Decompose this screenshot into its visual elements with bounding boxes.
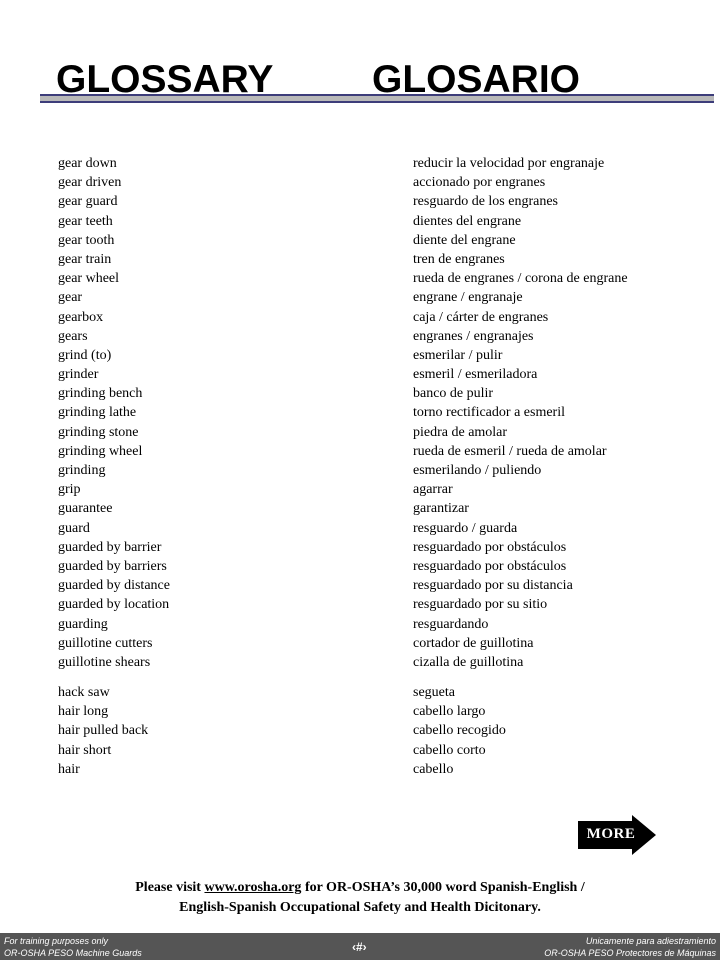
term-spanish: caja / cárter de engranes — [413, 309, 549, 325]
term-spanish: rueda de esmeril / rueda de amolar — [413, 443, 607, 459]
title-spanish: GLOSARIO — [372, 58, 581, 101]
term-spanish: tren de engranes — [413, 251, 505, 267]
term-spanish: engranes / engranajes — [413, 328, 534, 344]
orosha-link[interactable]: www.orosha.org — [204, 880, 302, 895]
glossary-row — [58, 231, 698, 250]
footer-right — [544, 935, 716, 959]
glossary-row — [58, 308, 698, 327]
term-spanish: cabello recogido — [413, 723, 506, 739]
glossary-row — [58, 595, 698, 614]
term-english: gear driven — [58, 175, 122, 191]
glossary-row — [58, 288, 698, 307]
glossary-row — [58, 760, 698, 779]
term-english: guillotine shears — [58, 654, 151, 670]
term-english: grinder — [58, 367, 99, 383]
term-spanish: resguardando — [413, 616, 489, 632]
term-spanish: engrane / engranaje — [413, 290, 523, 306]
glossary-row — [58, 538, 698, 557]
glossary-row — [58, 499, 698, 518]
term-spanish: rueda de engranes / corona de engrane — [413, 271, 628, 287]
glossary-row — [58, 423, 698, 442]
glossary-row — [58, 480, 698, 499]
group-gap — [58, 672, 698, 683]
page-number: ‹#› — [352, 940, 367, 954]
footer-bar — [0, 933, 720, 960]
footer-left-line2: OR-OSHA PESO Machine Guards — [4, 948, 142, 958]
glossary-row — [58, 327, 698, 346]
title-english: GLOSSARY — [56, 58, 274, 101]
term-spanish: accionado por engranes — [413, 175, 546, 191]
footer-left-line1: For training purposes only — [4, 936, 109, 946]
term-english: gear — [58, 290, 83, 306]
glossary-row — [58, 702, 698, 721]
term-spanish: agarrar — [413, 482, 453, 498]
glossary-row — [58, 154, 698, 173]
visit-prefix: Please visit — [135, 880, 205, 895]
term-spanish: resguardado por su distancia — [413, 578, 573, 594]
glossary-row — [58, 442, 698, 461]
term-spanish: esmerilando / puliendo — [413, 463, 542, 478]
term-spanish: cabello largo — [413, 704, 486, 720]
term-spanish: resguardado por obstáculos — [413, 558, 567, 574]
term-english: guarantee — [58, 501, 113, 517]
glossary-row — [58, 576, 698, 595]
term-english: hack saw — [58, 685, 110, 701]
footer-right-line1: Unicamente para adiestramiento — [585, 936, 716, 946]
more-button-label: MORE — [586, 826, 636, 842]
glossary-row — [58, 346, 698, 365]
term-english: gear train — [58, 251, 112, 267]
glossary-row — [58, 683, 698, 702]
term-english: grinding bench — [58, 386, 143, 402]
glossary-row — [58, 403, 698, 422]
term-spanish: cabello — [413, 761, 454, 777]
glossary-row — [58, 173, 698, 192]
glossary-list — [58, 154, 698, 779]
term-spanish: resguardo / guarda — [413, 520, 518, 536]
term-english: gear guard — [58, 194, 118, 210]
footer-left — [4, 935, 142, 959]
visit-line-1 — [0, 878, 720, 898]
term-english: guarded by location — [58, 597, 170, 613]
glossary-row — [58, 519, 698, 538]
title-area — [40, 58, 714, 108]
term-english: gear teeth — [58, 213, 113, 229]
glossary-row — [58, 365, 698, 384]
term-spanish: torno rectificador a esmeril — [413, 405, 565, 421]
term-english: guarded by distance — [58, 578, 170, 594]
term-english: grip — [58, 482, 81, 498]
term-english: grinding — [58, 463, 106, 478]
term-english: hair — [58, 761, 80, 777]
glossary-row — [58, 721, 698, 740]
term-english: guarded by barrier — [58, 539, 162, 555]
glossary-row — [58, 212, 698, 231]
term-spanish: cizalla de guillotina — [413, 654, 524, 670]
term-spanish: segueta — [413, 685, 455, 701]
term-english: guarding — [58, 616, 108, 632]
term-english: grinding wheel — [58, 443, 143, 459]
term-english: guard — [58, 520, 90, 536]
term-spanish: garantizar — [413, 501, 469, 517]
term-english: guarded by barriers — [58, 558, 167, 574]
glossary-row — [58, 384, 698, 403]
glossary-row — [58, 192, 698, 211]
term-english: gearbox — [58, 309, 104, 325]
glossary-row — [58, 461, 698, 480]
glossary-row — [58, 557, 698, 576]
visit-note — [0, 878, 720, 918]
glossary-group-h — [58, 683, 698, 779]
term-spanish: piedra de amolar — [413, 424, 508, 440]
glossary-row — [58, 634, 698, 653]
term-spanish: cortador de guillotina — [413, 635, 534, 651]
term-spanish: esmerilar / pulir — [413, 347, 503, 363]
glossary-row — [58, 269, 698, 288]
term-english: grind (to) — [58, 347, 112, 363]
term-english: gear tooth — [58, 232, 115, 248]
footer-right-line2: OR-OSHA PESO Protectores de Máquinas — [544, 948, 716, 958]
term-spanish: resguardado por obstáculos — [413, 539, 567, 555]
term-spanish: diente del engrane — [413, 232, 516, 248]
term-english: grinding stone — [58, 424, 139, 440]
term-spanish: banco de pulir — [413, 386, 494, 402]
term-spanish: resguardo de los engranes — [413, 194, 559, 210]
term-english: hair long — [58, 704, 109, 720]
visit-suffix: for OR-OSHA’s 30,000 word Spanish-English / — [301, 880, 585, 895]
term-spanish: resguardado por su sitio — [413, 597, 548, 613]
glossary-group-g — [58, 154, 698, 672]
glossary-row — [58, 615, 698, 634]
term-english: hair short — [58, 742, 112, 758]
term-english: hair pulled back — [58, 723, 149, 739]
visit-line-2: English-Spanish Occupational Safety and Health Dicitonary. — [179, 900, 541, 915]
term-spanish: reducir la velocidad por engranaje — [413, 156, 605, 171]
term-english: guillotine cutters — [58, 635, 153, 651]
glossary-row — [58, 741, 698, 760]
term-english: grinding lathe — [58, 405, 137, 421]
term-spanish: dientes del engrane — [413, 213, 522, 229]
term-spanish: esmeril / esmeriladora — [413, 367, 538, 383]
glossary-row — [58, 653, 698, 672]
glossary-row — [58, 250, 698, 269]
term-english: gear wheel — [58, 271, 120, 287]
term-english: gear down — [58, 156, 117, 171]
term-english: gears — [58, 328, 88, 344]
term-spanish: cabello corto — [413, 742, 486, 758]
more-button[interactable] — [578, 815, 658, 855]
